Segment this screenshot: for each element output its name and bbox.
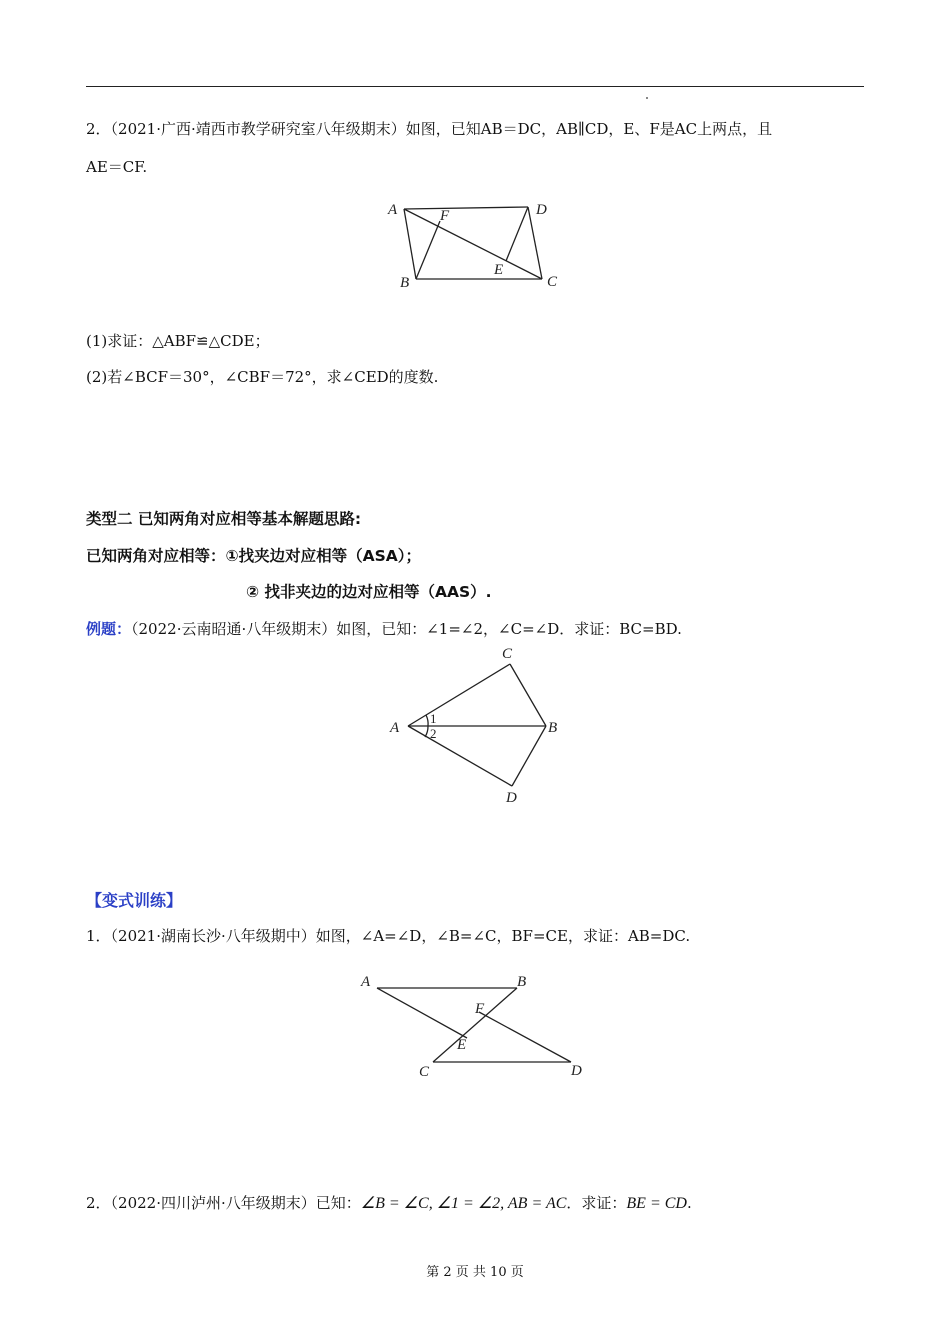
figure-kite	[386, 642, 566, 814]
variant-p2-prefix: 2．（2022·四川泸州·八年级期末）已知：	[86, 1194, 361, 1212]
type2-line2: ② 找非夹边的边对应相等（AAS）.	[246, 583, 492, 601]
label-D: D	[536, 202, 547, 218]
variant-p2-mid: ．求证：	[566, 1194, 627, 1212]
header-rule	[86, 86, 864, 87]
figure-parallelogram	[380, 195, 570, 299]
problem2-q2: (2)若∠BCF＝30°，∠CBF＝72°，求∠CED的度数.	[86, 368, 439, 386]
cross-label-D: D	[571, 1063, 582, 1079]
cross-label-C: C	[419, 1064, 430, 1080]
figure-crossed	[355, 964, 595, 1088]
kite-label-C: C	[502, 646, 513, 662]
type2-heading: 类型二 已知两角对应相等基本解题思路:	[86, 510, 362, 528]
type2-line1: 已知两角对应相等：①找夹边对应相等（ASA）；	[86, 547, 422, 565]
angle-2: 2	[430, 726, 437, 741]
variant-p1: 1．（2021·湖南长沙·八年级期中）如图，∠A=∠D，∠B=∠C，BF=CE，求证：AB=DC.	[86, 927, 691, 945]
example-text: （2022·云南昭通·八年级期末）如图，已知：∠1=∠2，∠C=∠D．求证：BC=BD.	[131, 620, 682, 638]
problem2-q1: (1)求证：△ABF≌△CDE；	[86, 332, 270, 350]
variant-p2-end: .	[686, 1194, 692, 1212]
variant-p2-condition: ∠B = ∠C, ∠1 = ∠2, AB = AC	[360, 1195, 567, 1212]
cross-label-A: A	[361, 974, 371, 990]
label-F: F	[440, 208, 450, 224]
angle-1: 1	[430, 711, 437, 726]
label-B: B	[400, 275, 410, 291]
variant-p2	[86, 1192, 692, 1213]
kite-label-D: D	[506, 790, 517, 806]
kite-label-A: A	[390, 720, 400, 736]
problem2-line1: 2．（2021·广西·靖西市教学研究室八年级期末）如图，已知AB＝DC，AB∥CD，E、F是AC上两点，且	[86, 120, 773, 138]
example-label: 例题：	[86, 620, 132, 638]
variant-p2-goal: BE = CD	[626, 1195, 687, 1212]
variant-heading: 【变式训练】	[86, 891, 183, 910]
page-footer: 第 2 页 共 10 页	[426, 1265, 524, 1280]
example-line	[86, 618, 682, 639]
label-A: A	[388, 202, 398, 218]
cross-label-E: E	[457, 1037, 467, 1053]
kite-label-B: B	[548, 720, 558, 736]
header-dot	[646, 97, 648, 99]
cross-label-F: F	[475, 1001, 485, 1017]
label-E: E	[494, 262, 504, 278]
cross-label-B: B	[517, 974, 527, 990]
label-C: C	[547, 274, 558, 290]
problem2-line2: AE＝CF.	[86, 158, 148, 176]
